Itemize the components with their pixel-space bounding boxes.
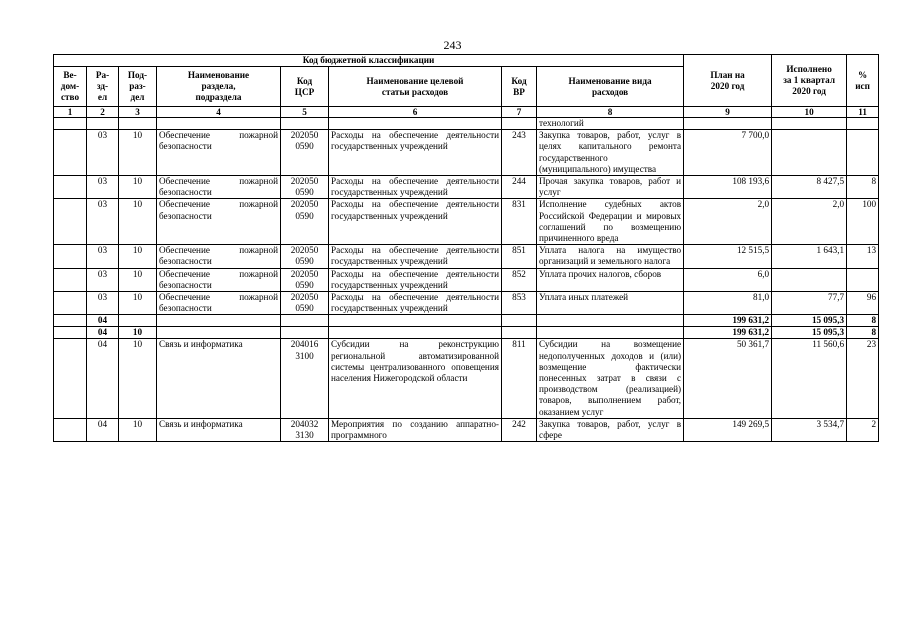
csr-cell: 202050 0590: [281, 245, 329, 268]
executed-cell: 1 643,1: [772, 245, 847, 268]
percent-cell: [847, 268, 879, 291]
razdel-cell: 03: [87, 268, 119, 291]
vedomstvo-cell: [54, 292, 87, 315]
percent-total-cell: 8: [847, 327, 879, 339]
vedomstvo-cell: [54, 199, 87, 245]
vr-cell: 244: [502, 176, 537, 199]
plan-cell: 12 515,5: [684, 245, 772, 268]
plan-cell: 81,0: [684, 292, 772, 315]
percent-cell: 96: [847, 292, 879, 315]
budget-table: [53, 54, 879, 442]
csr-cell: 202050 0590: [281, 176, 329, 199]
column-number: 5: [281, 107, 329, 118]
podrazdel-cell: 10: [119, 418, 157, 441]
percent-cell: 23: [847, 339, 879, 418]
razdel-cell: 04: [87, 327, 119, 339]
executed-cell: 8 427,5: [772, 176, 847, 199]
vedomstvo-cell: [54, 315, 87, 327]
target-name-cell: Расходы на обеспечение деятельности государственных учреждений: [329, 292, 502, 315]
column-number: 2: [87, 107, 119, 118]
section-name-cell: Обеспечение пожарной безопасности: [157, 268, 281, 291]
vr-cell: 243: [502, 130, 537, 176]
table-row: [54, 176, 879, 199]
section-name-cell: Связь и информатика: [157, 418, 281, 441]
column-number: 11: [847, 107, 879, 118]
empty-cell: [157, 315, 281, 327]
percent-cell: 13: [847, 245, 879, 268]
executed-cell: [772, 268, 847, 291]
razdel-cell: 04: [87, 315, 119, 327]
header-target-name: Наименование целевой статьи расходов: [329, 67, 502, 107]
empty-cell: [157, 327, 281, 339]
header-executed: Исполнено за 1 квартал 2020 год: [772, 55, 847, 107]
total-row: [54, 327, 879, 339]
target-name-cell: Расходы на обеспечение деятельности государственных учреждений: [329, 176, 502, 199]
expense-name-cell: Закупка товаров, работ, услуг в целях капитального ремонта государственного (муниципального) имущества: [537, 130, 684, 176]
target-name-cell: Субсидии на реконструкцию региональной автоматизированной системы централизованного оповещения населения Нижегородской области: [329, 339, 502, 418]
vedomstvo-cell: [54, 268, 87, 291]
continuation-row: [54, 118, 879, 130]
target-name-cell: Расходы на обеспечение деятельности государственных учреждений: [329, 130, 502, 176]
vedomstvo-cell: [54, 339, 87, 418]
column-number: 10: [772, 107, 847, 118]
percent-total-cell: 8: [847, 315, 879, 327]
csr-cell: 202050 0590: [281, 292, 329, 315]
podrazdel-cell: 10: [119, 176, 157, 199]
podrazdel-cell: 10: [119, 245, 157, 268]
empty-cell: [502, 315, 537, 327]
section-name-cell: Обеспечение пожарной безопасности: [157, 199, 281, 245]
razdel-cell: 04: [87, 339, 119, 418]
vedomstvo-cell: [54, 327, 87, 339]
column-numbers-row: [54, 107, 879, 118]
podrazdel-cell: 10: [119, 268, 157, 291]
podrazdel-cell: 10: [119, 327, 157, 339]
header-csr: Код ЦСР: [281, 67, 329, 107]
table-row: [54, 199, 879, 245]
plan-cell: 7 700,0: [684, 130, 772, 176]
podrazdel-cell: [119, 315, 157, 327]
podrazdel-cell: 10: [119, 339, 157, 418]
executed-cell: 77,7: [772, 292, 847, 315]
vedomstvo-cell: [54, 176, 87, 199]
vr-cell: 811: [502, 339, 537, 418]
table-row: [54, 268, 879, 291]
plan-total-cell: 199 631,2: [684, 327, 772, 339]
empty-cell: [537, 315, 684, 327]
percent-cell: 2: [847, 418, 879, 441]
expense-name-cell: Уплата прочих налогов, сборов: [537, 268, 684, 291]
empty-cell: [281, 315, 329, 327]
csr-cell: 204032 3130: [281, 418, 329, 441]
vr-cell: 853: [502, 292, 537, 315]
expense-name-cell: Уплата иных платежей: [537, 292, 684, 315]
vr-cell: 851: [502, 245, 537, 268]
empty-cell: [281, 327, 329, 339]
vr-cell: 831: [502, 199, 537, 245]
column-number: 3: [119, 107, 157, 118]
plan-cell: 2,0: [684, 199, 772, 245]
column-number: 9: [684, 107, 772, 118]
section-name-cell: Обеспечение пожарной безопасности: [157, 176, 281, 199]
header-group-title: Код бюджетной классификации: [54, 55, 684, 67]
table-row: [54, 292, 879, 315]
header-percent: % исп: [847, 55, 879, 107]
section-name-cell: Обеспечение пожарной безопасности: [157, 245, 281, 268]
empty-cell: [537, 327, 684, 339]
column-number: 6: [329, 107, 502, 118]
column-number: 1: [54, 107, 87, 118]
csr-cell: 204016 3100: [281, 339, 329, 418]
table-row: [54, 130, 879, 176]
vedomstvo-cell: [54, 130, 87, 176]
header-vr: Код ВР: [502, 67, 537, 107]
expense-name-cell: Уплата налога на имущество организаций и земельного налога: [537, 245, 684, 268]
expense-name-cell: Субсидии на возмещение недополученных доходов и (или) возмещение фактически понесенных затрат в связи с производством (реализацией) товаров, выполнением работ, оказанием услуг: [537, 339, 684, 418]
section-name-cell: Обеспечение пожарной безопасности: [157, 292, 281, 315]
plan-cell: 50 361,7: [684, 339, 772, 418]
podrazdel-cell: 10: [119, 130, 157, 176]
header-section-name: Наименование раздела, подраздела: [157, 67, 281, 107]
total-row: [54, 315, 879, 327]
header-plan: План на 2020 год: [684, 55, 772, 107]
expense-name-cell: Закупка товаров, работ, услуг в сфере: [537, 418, 684, 441]
column-number: 4: [157, 107, 281, 118]
table-row: [54, 245, 879, 268]
empty-cell: [502, 327, 537, 339]
column-number: 7: [502, 107, 537, 118]
csr-cell: 202050 0590: [281, 268, 329, 291]
executed-cell: [772, 130, 847, 176]
target-name-cell: Расходы на обеспечение деятельности государственных учреждений: [329, 199, 502, 245]
razdel-cell: 03: [87, 292, 119, 315]
section-name-cell: Связь и информатика: [157, 339, 281, 418]
empty-cell: [329, 315, 502, 327]
expense-name-cell: Исполнение судебных актов Российской Федерации и мировых соглашений по возмещению причиненного вреда: [537, 199, 684, 245]
percent-cell: [847, 130, 879, 176]
vedomstvo-cell: [54, 245, 87, 268]
header-razdel: Ра- зд- ел: [87, 67, 119, 107]
razdel-cell: 03: [87, 176, 119, 199]
empty-cell: [329, 327, 502, 339]
target-name-cell: Расходы на обеспечение деятельности государственных учреждений: [329, 268, 502, 291]
target-name-cell: Расходы на обеспечение деятельности государственных учреждений: [329, 245, 502, 268]
vedomstvo-cell: [54, 418, 87, 441]
csr-cell: 202050 0590: [281, 199, 329, 245]
plan-cell: 6,0: [684, 268, 772, 291]
percent-cell: 100: [847, 199, 879, 245]
executed-cell: 2,0: [772, 199, 847, 245]
razdel-cell: 03: [87, 245, 119, 268]
column-number: 8: [537, 107, 684, 118]
percent-cell: 8: [847, 176, 879, 199]
vr-cell: 852: [502, 268, 537, 291]
section-name-cell: Обеспечение пожарной безопасности: [157, 130, 281, 176]
header-expense-name: Наименование вида расходов: [537, 67, 684, 107]
executed-cell: 11 560,6: [772, 339, 847, 418]
csr-cell: 202050 0590: [281, 130, 329, 176]
target-name-cell: Мероприятия по созданию аппаратно-программного: [329, 418, 502, 441]
header-podrazdel: Под- раз- дел: [119, 67, 157, 107]
razdel-cell: 03: [87, 130, 119, 176]
continuation-text: технологий: [537, 118, 684, 130]
executed-cell: 3 534,7: [772, 418, 847, 441]
podrazdel-cell: 10: [119, 292, 157, 315]
header-vedomstvo: Ве- дом- ство: [54, 67, 87, 107]
executed-total-cell: 15 095,3: [772, 327, 847, 339]
vr-cell: 242: [502, 418, 537, 441]
table-row: [54, 418, 879, 441]
plan-cell: 149 269,5: [684, 418, 772, 441]
page-number: 243: [443, 38, 462, 52]
table-row: [54, 339, 879, 418]
expense-name-cell: Прочая закупка товаров, работ и услуг: [537, 176, 684, 199]
plan-cell: 108 193,6: [684, 176, 772, 199]
razdel-cell: 04: [87, 418, 119, 441]
plan-total-cell: 199 631,2: [684, 315, 772, 327]
razdel-cell: 03: [87, 199, 119, 245]
executed-total-cell: 15 095,3: [772, 315, 847, 327]
podrazdel-cell: 10: [119, 199, 157, 245]
